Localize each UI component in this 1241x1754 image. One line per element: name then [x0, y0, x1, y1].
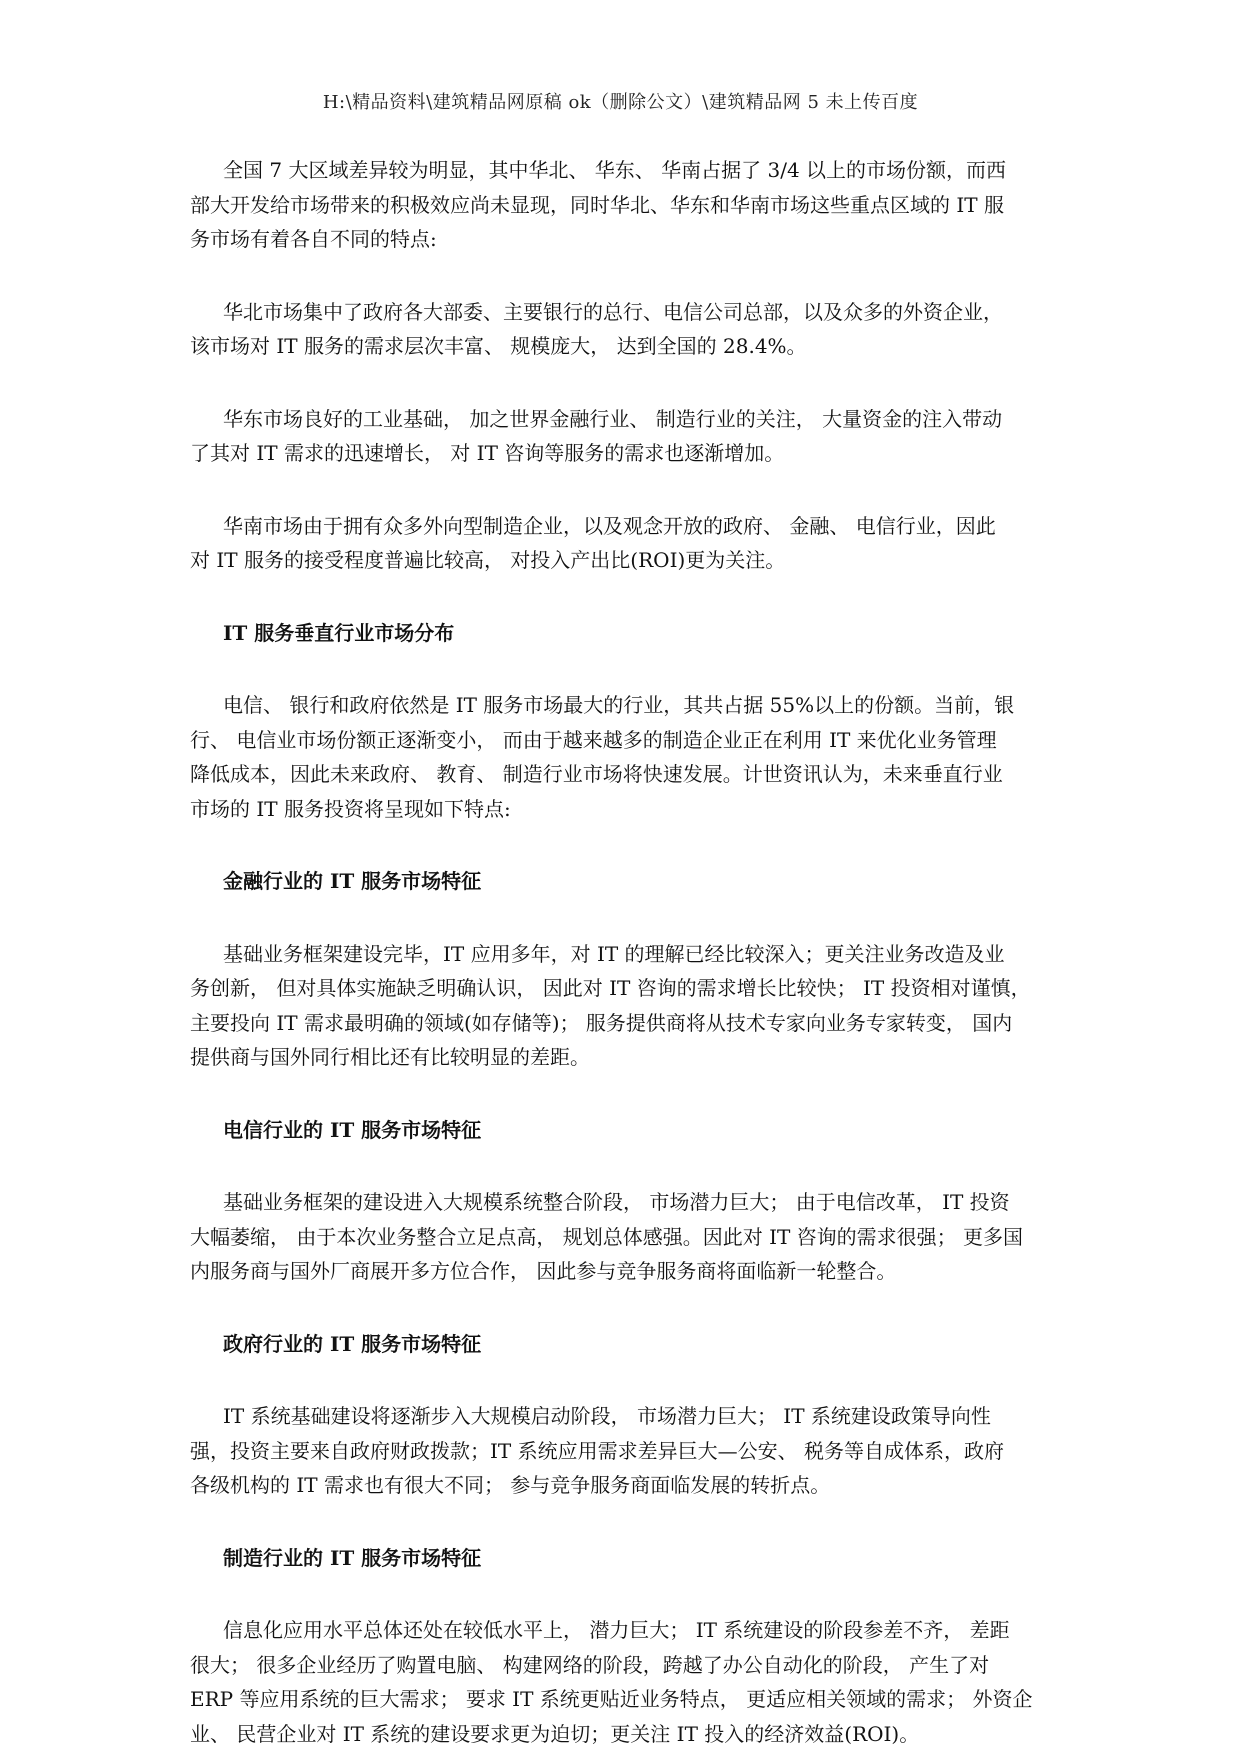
section-heading-manufacturing: 制造行业的 IT 服务市场特征 [223, 1545, 482, 1570]
paragraph-line: 华南市场由于拥有众多外向型制造企业，以及观念开放的政府、 金融、 电信行业，因此 [223, 513, 996, 538]
paragraph-south-china [190, 509, 1050, 578]
paragraph-line: 务市场有着各自不同的特点: [190, 227, 437, 251]
section-heading-government: 政府行业的 IT 服务市场特征 [223, 1331, 482, 1356]
paragraph-line: 业、 民营企业对 IT 系统的建设要求更为迫切；更关注 IT 投入的经济效益(ROI)。 [190, 1721, 920, 1746]
section-heading-telecom: 电信行业的 IT 服务市场特征 [223, 1117, 482, 1142]
paragraph-line: 务创新， 但对具体实施缺乏明确认识， 因此对 IT 咨询的需求增长比较快； IT 投资相对谨慎， [190, 976, 1031, 1000]
paragraph-line: 信息化应用水平总体还处在较低水平上， 潜力巨大； IT 系统建设的阶段参差不齐， 差距 [223, 1618, 1010, 1642]
paragraph-line: IT 系统基础建设将逐渐步入大规模启动阶段， 市场潜力巨大； IT 系统建设政策导向性 [223, 1404, 991, 1428]
paragraph-government [190, 1399, 1050, 1503]
paragraph-line: ERP 等应用系统的巨大需求； 要求 IT 系统更贴近业务特点， 更适应相关领域的需求； 外资企 [190, 1687, 1033, 1711]
paragraph-line: 各级机构的 IT 需求也有很大不同； 参与竞争服务商面临发展的转折点。 [190, 1473, 831, 1497]
paragraph-line: 大幅萎缩， 由于本次业务整合立足点高， 规划总体感强。因此对 IT 咨询的需求很强； 更多国 [190, 1224, 1024, 1249]
document-body [190, 153, 1050, 1751]
paragraph-manufacturing [190, 1613, 1050, 1751]
paragraph-vertical-market [190, 688, 1050, 826]
paragraph-line: 华东市场良好的工业基础， 加之世界金融行业、 制造行业的关注， 大量资金的注入带动 [223, 406, 1003, 431]
paragraph-line: 基础业务框架的建设进入大规模系统整合阶段， 市场潜力巨大； 由于电信改革， IT 投资 [223, 1190, 1010, 1214]
paragraph-line: 提供商与国外同行相比还有比较明显的差距。 [190, 1045, 590, 1069]
paragraph-line: 全国 7 大区域差异较为明显，其中华北、 华东、 华南占据了 3/4 以上的市场份额，而西 [223, 158, 1007, 182]
paragraph-line: 市场的 IT 服务投资将呈现如下特点: [190, 796, 511, 821]
paragraph-east-china [190, 402, 1050, 471]
paragraph-line: 华北市场集中了政府各大部委、主要银行的总行、电信公司总部，以及众多的外资企业， [223, 299, 1003, 324]
paragraph-line: 很大； 很多企业经历了购置电脑、 构建网络的阶段，跨越了办公自动化的阶段， 产生了对 [190, 1652, 990, 1677]
paragraph-line: 行、 电信业市场份额正逐渐变小， 而由于越来越多的制造企业正在利用 IT 来优化业务管理 [190, 727, 997, 752]
section-heading-finance: 金融行业的 IT 服务市场特征 [223, 869, 482, 893]
paragraph-line: 部大开发给市场带来的积极效应尚未显现，同时华北、华东和华南市场这些重点区域的 IT 服 [190, 192, 1004, 217]
paragraph-line: 电信、 银行和政府依然是 IT 服务市场最大的行业，其共占据 55%以上的份额。当前，银 [223, 693, 1015, 717]
paragraph-regional-overview [190, 153, 1050, 257]
document-path-header: H:\精品资料\建筑精品网原稿 ok（删除公文）\建筑精品网 5 未上传百度 [322, 92, 919, 113]
paragraph-line: 了其对 IT 需求的迅速增长， 对 IT 咨询等服务的需求也逐渐增加。 [190, 441, 785, 465]
paragraph-line: 主要投向 IT 需求最明确的领域(如存储等)； 服务提供商将从技术专家向业务专家转变， 国内 [190, 1010, 1013, 1035]
paragraph-telecom [190, 1185, 1050, 1289]
paragraph-line: 该市场对 IT 服务的需求层次丰富、 规模庞大， 达到全国的 28.4%。 [190, 334, 807, 358]
paragraph-line: 强，投资主要来自政府财政拨款；IT 系统应用需求差异巨大—公安、 税务等自成体系，政府 [190, 1438, 1004, 1463]
paragraph-north-china [190, 295, 1050, 364]
paragraph-line: 对 IT 服务的接受程度普遍比较高， 对投入产出比(ROI)更为关注。 [190, 548, 786, 572]
paragraph-finance [190, 937, 1050, 1075]
section-heading-vertical-market: IT 服务垂直行业市场分布 [223, 620, 455, 645]
paragraph-line: 降低成本，因此未来政府、 教育、 制造行业市场将快速发展。计世资讯认为，未来垂直行业 [190, 762, 1003, 786]
paragraph-line: 基础业务框架建设完毕，IT 应用多年，对 IT 的理解已经比较深入；更关注业务改造及业 [223, 941, 1005, 966]
paragraph-line: 内服务商与国外厂商展开多方位合作， 因此参与竞争服务商将面临新一轮整合。 [190, 1259, 897, 1283]
